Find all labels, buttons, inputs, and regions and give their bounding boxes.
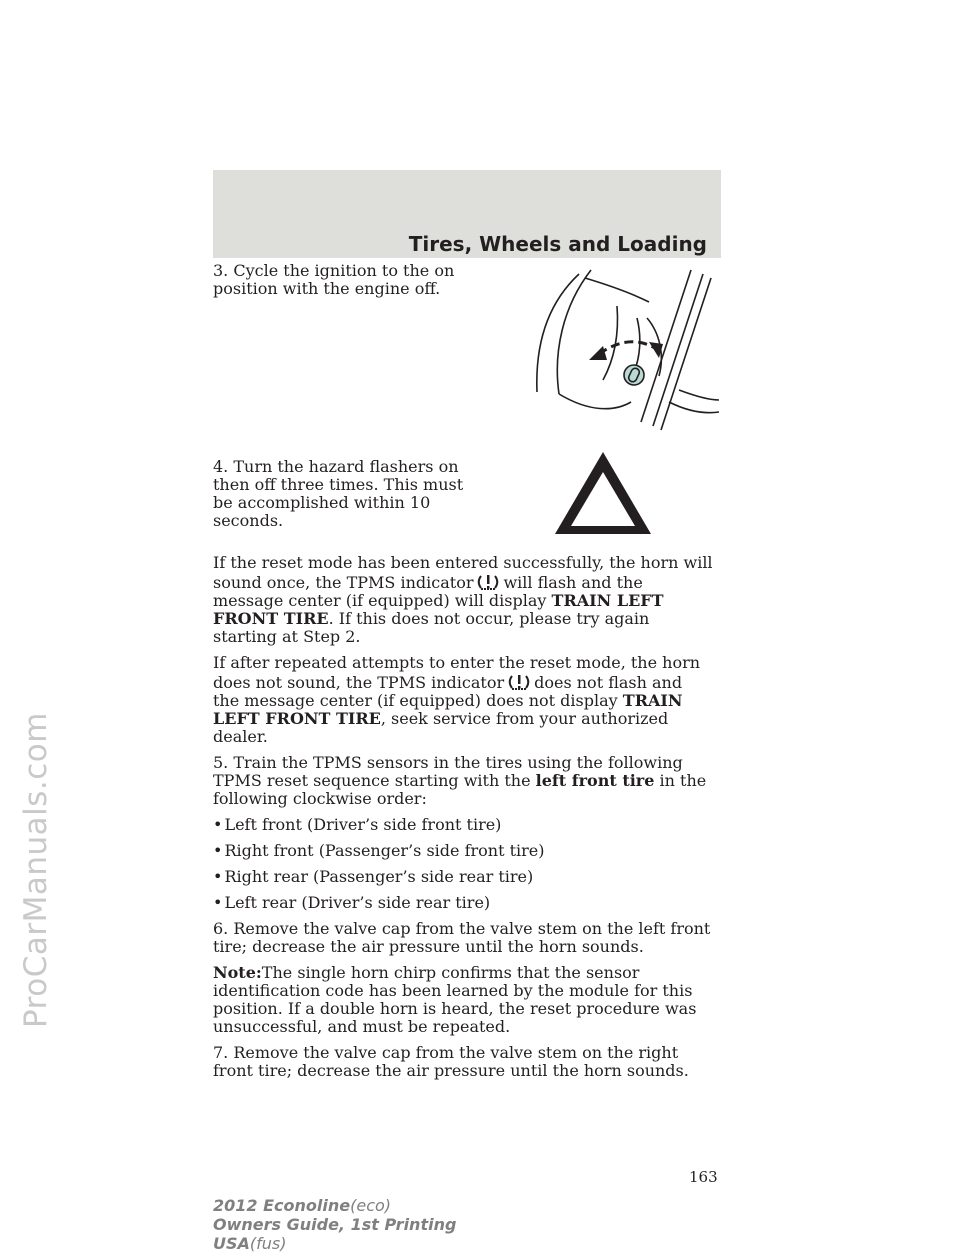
footer-market-line: USA(fus) <box>213 1234 287 1253</box>
page-number: 163 <box>689 1168 718 1186</box>
list-item: • Left front (Driver’s side front tire) <box>213 816 713 834</box>
footer-model-line: 2012 Econoline(eco) <box>213 1196 392 1215</box>
note-text: The single horn chirp confirms that the sensor identification code has been learned by the module for this position. If a double horn is heard, the reset procedure was unsuccessful, and must be repeated. <box>213 963 697 1036</box>
hazard-warning-triangle-icon <box>553 450 653 540</box>
watermark-text: ProCarManuals.com <box>18 712 54 1028</box>
step5-paragraph: 5. Train the TPMS sensors in the tires using the following TPMS reset sequence starting with the left front tire in the following clockwise order: <box>213 753 707 808</box>
step6-paragraph: 6. Remove the valve cap from the valve stem on the left front tire; decrease the air pressure until the horn sounds. <box>213 919 711 956</box>
reset-failure-paragraph: If after repeated attempts to enter the reset mode, the horn does not sound, the TPMS indicator does not flash and the message center (if equipped) does not display TRAIN LEFT FRONT TIRE, seek service from your authorized dealer. <box>213 653 701 746</box>
note-label: Note: <box>213 963 262 982</box>
list-item: • Right front (Passenger’s side front tire) <box>213 842 713 860</box>
reset-success-paragraph: If the reset mode has been entered successfully, the horn will sound once, the TPMS indicator will flash and the message center (if equipped) will display TRAIN LEFT FRONT TIRE. If this does not occur, please try again starting at Step 2. <box>213 553 713 646</box>
list-item: • Left rear (Driver’s side rear tire) <box>213 894 713 912</box>
tpms-warning-icon <box>477 572 499 592</box>
step3-row <box>213 262 713 442</box>
step4-text: 4. Turn the hazard flashers on then off three times. This must be accomplished within 10 seconds. <box>213 457 464 530</box>
page-content <box>213 262 713 1088</box>
list-item: • Right rear (Passenger’s side rear tire) <box>213 868 713 886</box>
watermark <box>8 500 64 1240</box>
footer-guide-line: Owners Guide, 1st Printing <box>213 1215 457 1234</box>
step3-text: 3. Cycle the ignition to the on position with the engine off. <box>213 261 455 298</box>
section-header <box>213 170 721 258</box>
print-footer <box>213 1196 456 1253</box>
step7-paragraph: 7. Remove the valve cap from the valve stem on the right front tire; decrease the air pressure until the horn sounds. <box>213 1043 689 1080</box>
step4-row <box>213 450 713 550</box>
ignition-key-cylinder-illustration <box>519 262 719 434</box>
section-title: Tires, Wheels and Loading <box>408 232 707 256</box>
tpms-warning-icon <box>508 672 530 692</box>
note-paragraph <box>213 964 713 1036</box>
